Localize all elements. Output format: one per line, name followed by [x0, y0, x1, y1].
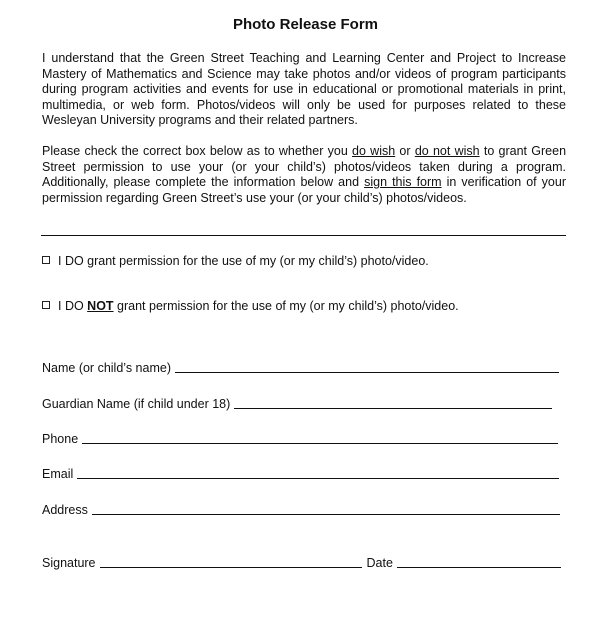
email-label: Email: [42, 467, 74, 481]
sign-this-form-text: sign this form: [364, 175, 442, 189]
guardian-field: [42, 397, 552, 411]
instructions-text-4: in verification of your permission regarding Green Street’s use your (or your child’s) photos/videos.: [42, 175, 566, 205]
grant-permission-checkbox[interactable]: [42, 256, 50, 264]
email-input-line[interactable]: [77, 478, 559, 479]
name-field: [42, 361, 559, 375]
section-divider: [41, 235, 566, 236]
address-field: [42, 503, 560, 517]
phone-label: Phone: [42, 432, 79, 446]
intro-paragraph: I understand that the Green Street Teaching and Learning Center and Project to Increase Mastery of Mathematics and Science may take photos and/or videos of program participants during program activities and events for use in educational or promotional materials in print, multimedia, or web form. Photos/videos will only be used for purposes related to these Wesleyan University programs and their related partners.: [42, 51, 566, 127]
signature-input-line[interactable]: [100, 567, 362, 568]
email-field: [42, 467, 559, 481]
instructions-text-3: to grant Green Street permission to use your (or your child’s) photos/videos taken during a program. Additionally, please complete the information below and: [42, 144, 567, 189]
guardian-label: Guardian Name (if child under 18): [42, 397, 231, 411]
date-input-line[interactable]: [397, 567, 561, 568]
address-input-line[interactable]: [92, 514, 560, 515]
deny-permission-not: NOT: [87, 299, 114, 313]
phone-input-line[interactable]: [82, 443, 558, 444]
name-input-line[interactable]: [175, 372, 559, 373]
instructions-paragraph: [42, 144, 566, 206]
deny-permission-checkbox[interactable]: [42, 301, 50, 309]
phone-field: [42, 432, 558, 446]
deny-permission-suffix: grant permission for the use of my (or my child’s) photo/video.: [113, 299, 459, 313]
signature-field: [42, 556, 561, 570]
deny-permission-prefix: I DO: [58, 299, 88, 313]
guardian-input-line[interactable]: [234, 408, 552, 409]
form-title: Photo Release Form: [232, 16, 379, 33]
do-not-wish-text: do not wish: [414, 144, 480, 158]
grant-permission-label: I DO grant permission for the use of my (or my child’s) photo/video.: [58, 254, 429, 268]
date-label: Date: [366, 556, 393, 570]
deny-permission-option: [42, 299, 459, 313]
instructions-text-2: or: [395, 144, 415, 158]
name-label: Name (or child’s name): [42, 361, 171, 375]
grant-permission-option: [42, 254, 429, 268]
address-label: Address: [42, 503, 88, 517]
do-wish-text: do wish: [352, 144, 396, 158]
instructions-text-1: Please check the correct box below as to whether you: [42, 144, 353, 158]
signature-label: Signature: [42, 556, 96, 570]
